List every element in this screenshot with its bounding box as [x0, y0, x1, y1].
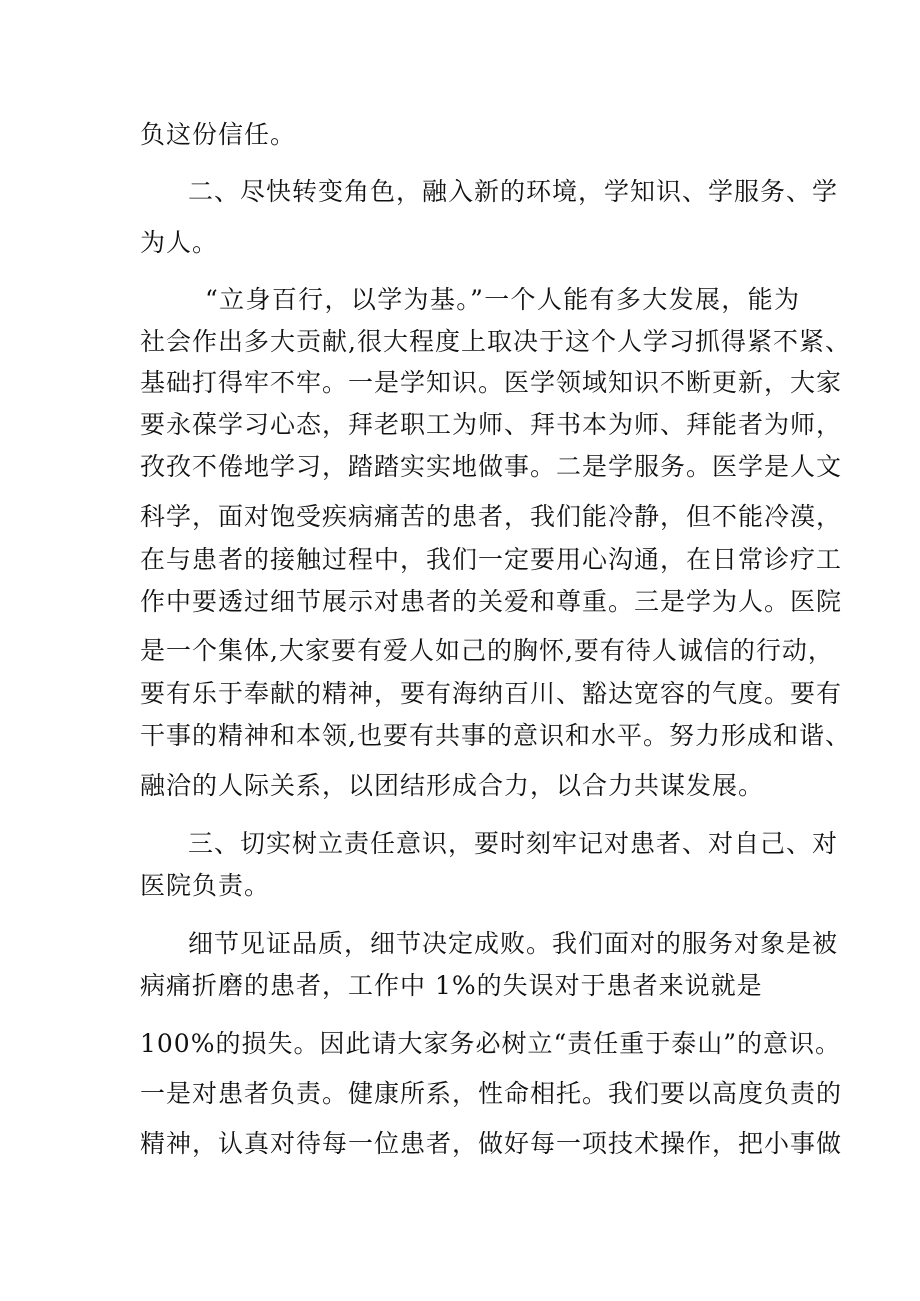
- paragraph-line: 基础打得牢不牢。一是学知识。医学领域知识不断更新，大家: [140, 368, 843, 397]
- paragraph-line: 在与患者的接触过程中，我们一定要用心沟通，在日常诊疗工: [140, 545, 843, 574]
- paragraph-line: 一是对患者负责。健康所系，性命相托。我们要以高度负责的: [140, 1079, 843, 1108]
- section-heading-3-cont: 医院负责。: [140, 871, 271, 900]
- section-heading-2-cont: 为人。: [140, 228, 219, 257]
- paragraph-line: 要永葆学习心态，拜老职工为师、拜书本为师、拜能者为师，: [140, 410, 843, 439]
- paragraph-line: 科学，面对饱受疾病痛苦的患者，我们能冷静，但不能冷漠，: [140, 502, 843, 531]
- paragraph-line: 精神，认真对待每一位患者，做好每一项技术操作，把小事做: [140, 1129, 843, 1158]
- paragraph-line: 干事的精神和本领,也要有共事的意识和水平。努力形成和谐、: [140, 721, 851, 750]
- paragraph-line: 社会作出多大贡献,很大程度上取决于这个人学习抓得紧不紧、: [140, 327, 851, 356]
- paragraph-line: 作中要透过细节展示对患者的关爱和尊重。三是学为人。医院: [140, 587, 843, 616]
- text-line: 负这份信任。: [140, 120, 297, 149]
- paragraph-line: 100%的损失。因此请大家务必树立“责任重于泰山”的意识。: [140, 1029, 842, 1058]
- paragraph-line: “立身百行，以学为基。”一个人能有多大发展，能为: [205, 285, 800, 314]
- paragraph-line: 是一个集体,大家要有爱人如己的胸怀,要有待人诚信的行动，: [140, 636, 834, 665]
- paragraph-line: 细节见证品质，细节决定成败。我们面对的服务对象是被: [188, 929, 839, 958]
- paragraph-line: 融洽的人际关系，以团结形成合力，以合力共谋发展。: [140, 771, 765, 800]
- section-heading-3: 三、切实树立责任意识，要时刻牢记对患者、对自己、对: [188, 829, 839, 858]
- section-heading-2: 二、尽快转变角色，融入新的环境，学知识、学服务、学: [188, 177, 839, 206]
- paragraph-line: 病痛折磨的患者，工作中 1%的失误对于患者来说就是: [140, 971, 763, 1000]
- paragraph-line: 要有乐于奉献的精神，要有海纳百川、豁达宽容的气度。要有: [140, 679, 843, 708]
- paragraph-line: 孜孜不倦地学习，踏踏实实地做事。二是学服务。医学是人文: [140, 452, 843, 481]
